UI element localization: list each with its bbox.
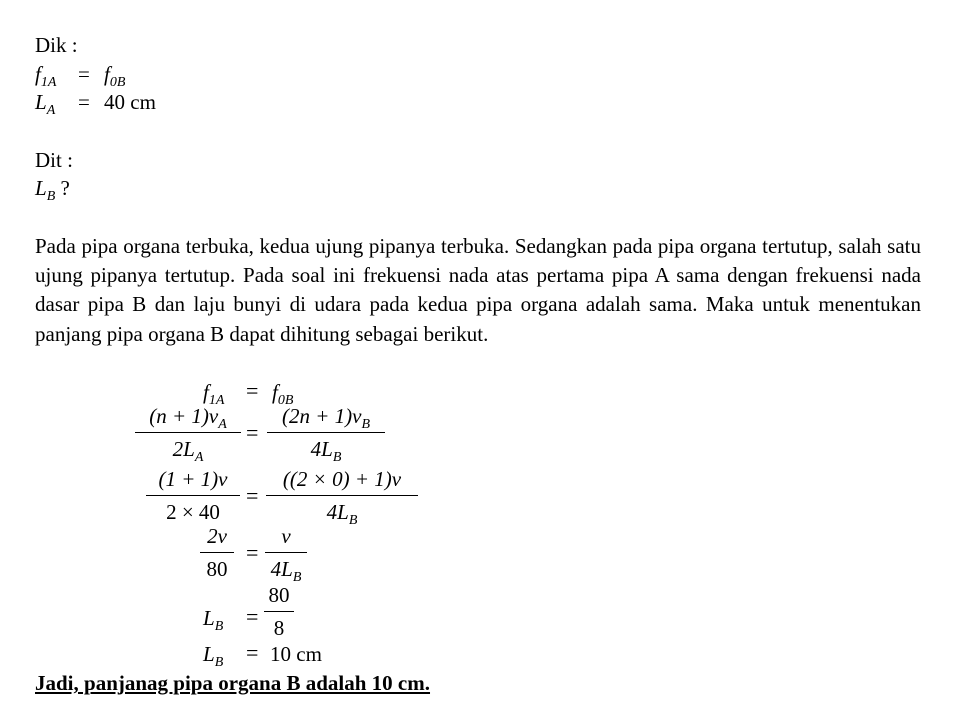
given-line-frequency: $f_{1A}$ (35, 62, 57, 90)
step5-equals: = (246, 604, 259, 629)
fraction-bar (267, 432, 385, 433)
asked-symbol: $L_B$ ? (35, 176, 70, 204)
step3-rhs-fraction: ((2 × 0) + 1)v $4L_B$ (266, 466, 418, 525)
step2-equals: = (246, 420, 259, 445)
step6-lhs: $L_B$ (203, 642, 224, 670)
fraction-bar (264, 611, 294, 612)
given-rhs-frequency: $f_{0B}$ (104, 62, 126, 90)
given-eq-1: = (78, 62, 90, 86)
fraction-bar (200, 552, 234, 553)
step4-rhs-fraction: v $4L_B$ (265, 523, 307, 582)
fraction-bar (135, 432, 241, 433)
given-eq-2: = (78, 90, 90, 114)
conclusion: Jadi, panjanag pipa organa B adalah 10 cm. (35, 671, 431, 695)
fraction-bar (146, 495, 240, 496)
step3-equals: = (246, 483, 259, 508)
step5-lhs: $L_B$ (203, 606, 224, 634)
fraction-bar (265, 552, 307, 553)
step2-rhs-fraction: $(2n + 1)v_B$ $4L_B$ (267, 403, 385, 462)
step3-lhs-fraction: (1 + 1)v 2 × 40 (146, 466, 240, 525)
explanation-paragraph: Pada pipa organa terbuka, kedua ujung pipanya terbuka. Sedangkan pada pipa organa tertutup, salah satu ujung pipanya tertutup. Pada soal ini frekuensi nada atas pertama pipa A sama dengan frekuensi nada dasar pipa B dan laju bunyi di udara pada kedua pipa organa adalah sama. Maka untuk menentukan panjang pipa organa B dapat dihitung sebagai berikut. (35, 234, 921, 346)
given-lhs: f (35, 62, 41, 86)
step4-equals: = (246, 540, 259, 565)
given-length-value: 40 cm (104, 90, 156, 114)
step1-rhs: $f_{0B}$ (272, 380, 294, 408)
step6-result: 10 cm (270, 642, 322, 666)
given-heading: Dik : (35, 33, 78, 57)
asked-heading: Dit : (35, 148, 73, 172)
step2-lhs-fraction: $(n + 1)v_A$ $2L_A$ (135, 403, 241, 462)
step1-lhs: $f_{1A}$ (203, 380, 225, 408)
step4-lhs-fraction: 2v 80 (200, 523, 234, 582)
step5-rhs-fraction: 80 8 (264, 582, 294, 641)
given-line-length: $L_A$ (35, 90, 56, 118)
step6-equals: = (246, 640, 259, 665)
fraction-bar (266, 495, 418, 496)
step1-equals: = (246, 378, 259, 403)
